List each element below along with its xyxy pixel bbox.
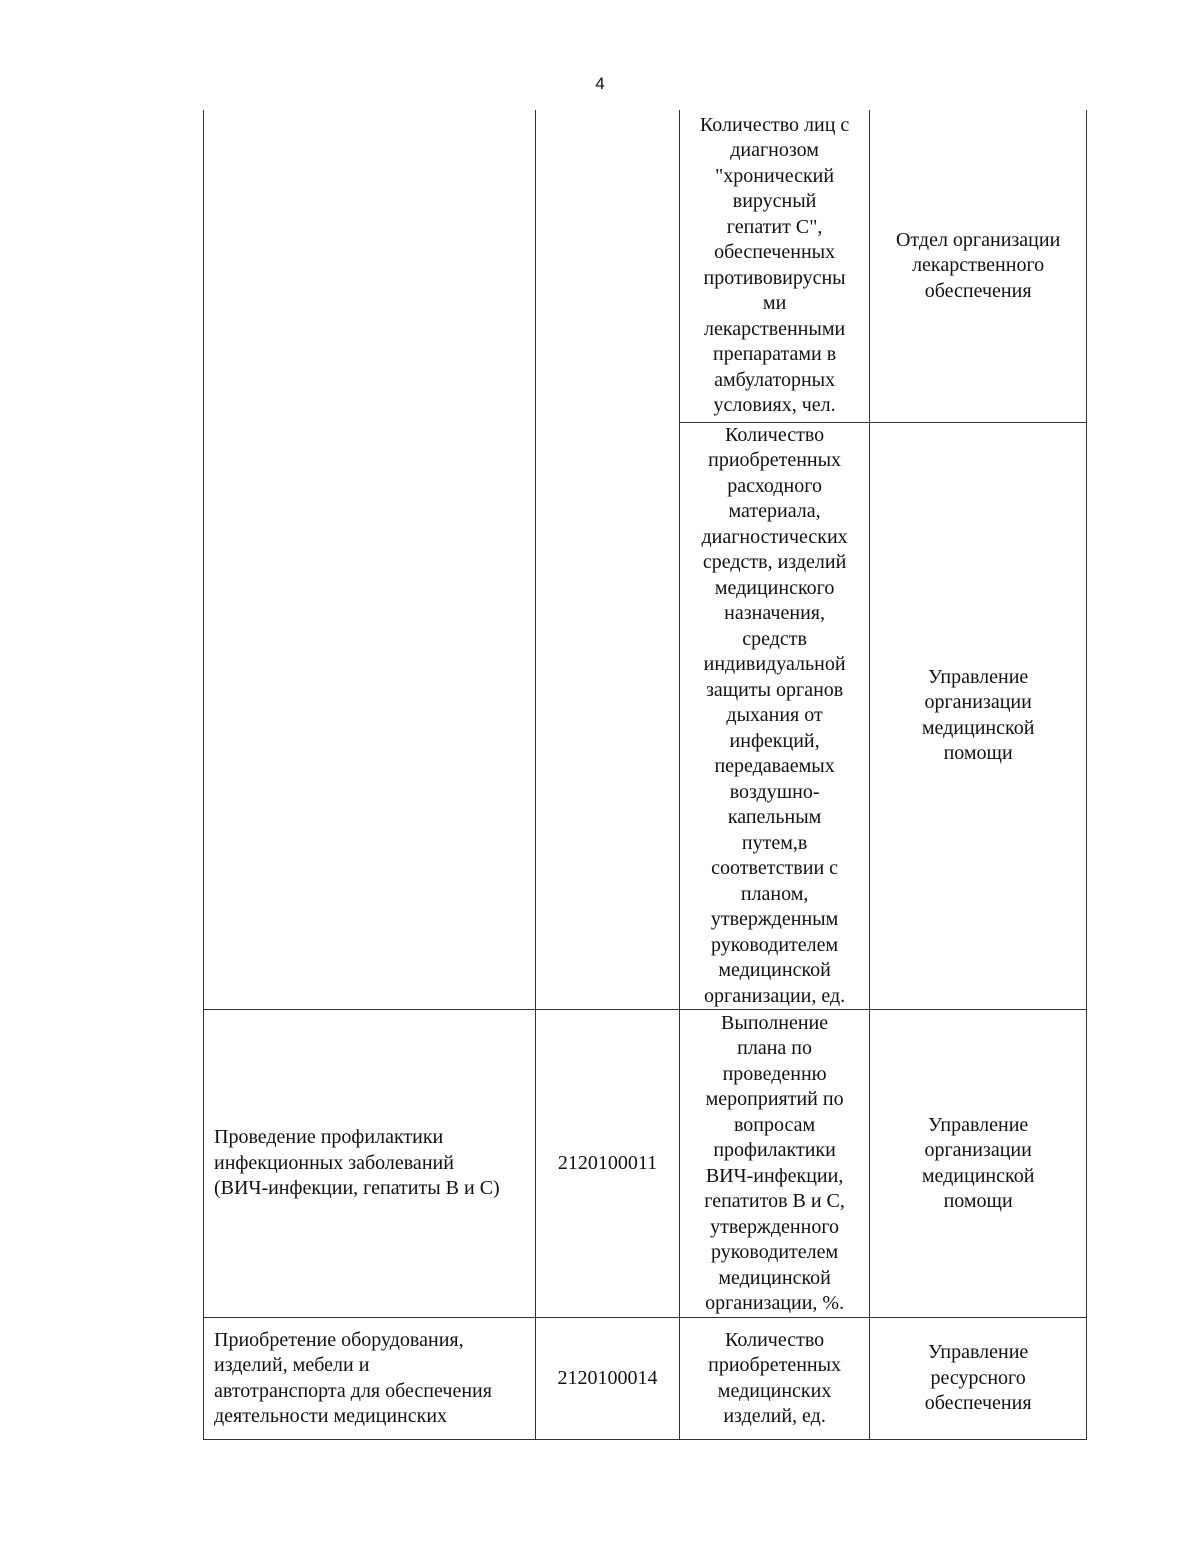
indicator-text: Количество приобретенных медицинских изделий, ед.	[708, 1328, 842, 1427]
indicator-text: Количество лиц с диагнозом "хронический вирусный гепатит С", обеспеченных противовирусны ми лекарственными препаратами в амбулаторных условиях, чел.	[699, 113, 850, 417]
measure-name-cell	[204, 1010, 536, 1318]
responsible-text: Управление организации медицинской помощи	[921, 665, 1035, 765]
page-number: 4	[595, 74, 605, 93]
responsible-text: Управление организации медицинской помощи	[921, 1113, 1035, 1212]
responsible-text: Отдел организации лекарственного обеспечения	[895, 228, 1061, 302]
table-row	[204, 1010, 1087, 1318]
indicator-cell	[679, 422, 869, 1010]
table-row	[204, 110, 1087, 422]
indicator-cell	[679, 1010, 869, 1318]
responsible-cell	[870, 110, 1087, 422]
table-row	[204, 1318, 1087, 1440]
indicator-cell	[679, 110, 869, 422]
indicator-text: Количество приобретенных расходного материала, диагностических средств, изделий медицинского назначения, средств индивидуальной защиты органов дыхания от инфекций, передаваемых воздушно- капельным путем,в соответствии с планом, утвержденным руководителем медицинской организации, ед.	[701, 423, 848, 1007]
measure-code-cell	[536, 1010, 680, 1318]
measure-code: 2120100011	[557, 1151, 658, 1174]
measure-name-cell	[204, 1318, 536, 1440]
measure-name: Приобретение оборудования, изделий, мебели и автотранспорта для обеспечения деятельности медицинских	[214, 1328, 492, 1427]
measure-code-cell	[536, 110, 680, 1010]
indicator-text: Выполнение плана по проведенню мероприятий по вопросам профилактики ВИЧ-инфекции, гепатитов В и С, утвержденного руководителем медицинской организации, %.	[704, 1011, 845, 1314]
measure-name-cell	[204, 110, 536, 1010]
responsible-text: Управление ресурсного обеспечения	[924, 1341, 1032, 1415]
responsible-cell	[870, 422, 1087, 1010]
measure-code-cell	[536, 1318, 680, 1440]
responsible-cell	[870, 1010, 1087, 1318]
indicator-cell	[679, 1318, 869, 1440]
program-table	[203, 110, 1087, 1440]
measure-name: Проведение профилактики инфекционных заболеваний (ВИЧ-инфекции, гепатиты В и С)	[214, 1126, 500, 1200]
measure-code: 2120100014	[557, 1366, 658, 1389]
responsible-cell	[870, 1318, 1087, 1440]
